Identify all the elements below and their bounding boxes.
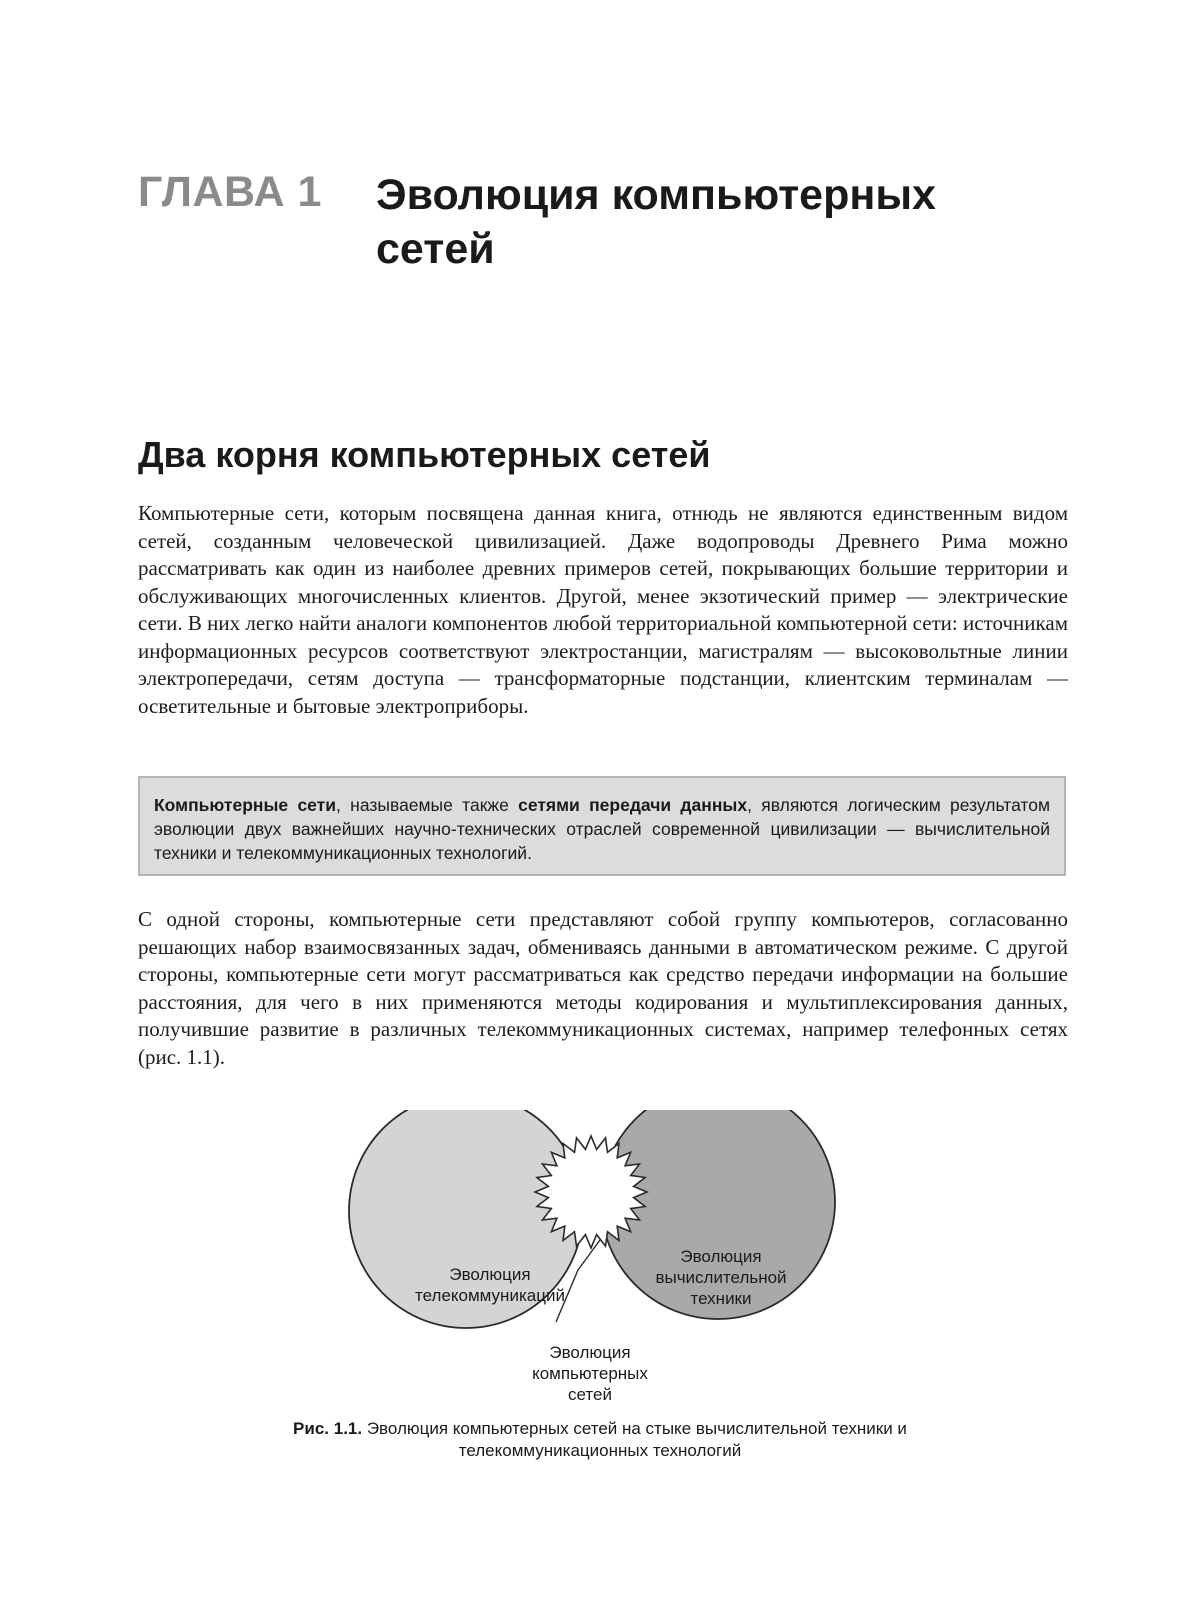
chapter-title: Эволюция компьютерных сетей [376,171,936,273]
callout-text-1: , называемые также [336,795,519,815]
caption-text: Эволюция компьютерных сетей на стыке вычислительной техники и телекоммуникационных технологий [362,1419,907,1460]
definition-callout [138,776,1066,876]
chapter-label: ГЛАВА 1 [138,168,322,216]
label-computing-evolution: Эволюция вычислительной техники [655,1247,787,1308]
caption-number: Рис. 1.1. [293,1419,363,1438]
body-paragraph-2: С одной стороны, компьютерные сети представляют собой группу компьютеров, согласованно решающих набор взаимосвязанных задач, обмениваясь данными в автоматическом режиме. С другой стороны, компьютерные сети могут рассматриваться как средство передачи информации на большие расстояния, для чего в них применяются методы кодирования и мультиплексирования данных, получившие развитие в различных телекоммуникационных системах, например телефонных сетях (рис. 1.1). [138,907,1068,1069]
callout-term-2: сетями передачи данных [518,795,748,815]
label-network-evolution: Эволюция компьютерных сетей [532,1343,648,1404]
intersection-burst-shape [535,1136,647,1248]
label-telecom-evolution: Эволюция телекоммуникаций [415,1265,565,1305]
section-title: Два корня компьютерных сетей [138,434,711,475]
figure-caption [200,1418,1000,1462]
body-paragraph-1: Компьютерные сети, которым посвящена данная книга, отнюдь не являются единственным видом сетей, созданным человеческой цивилизацией. Даже водопроводы Древнего Рима можно рассматривать как один из наиболее древних примеров сетей, покрывающих большие территории и обслуживающих многочисленных клиентов. Другой, менее экзотический пример — электрические сети. В них легко найти аналоги компонентов любой территориальной компьютерной сети: источникам информационных ресурсов соответствуют электростанции, магистралям — высоковольтные линии электропередачи, сетям доступа — трансформаторные подстанции, клиентским терминалам — осветительные и бытовые электроприборы. [138,501,1068,718]
callout-term-1: Компьютерные сети [154,795,337,815]
callout-text-2: , являются логическим результатом эволюции двух важнейших научно-технических отраслей современной цивилизации — вычислительной техники и телекоммуникационных технологий. [154,795,1050,863]
